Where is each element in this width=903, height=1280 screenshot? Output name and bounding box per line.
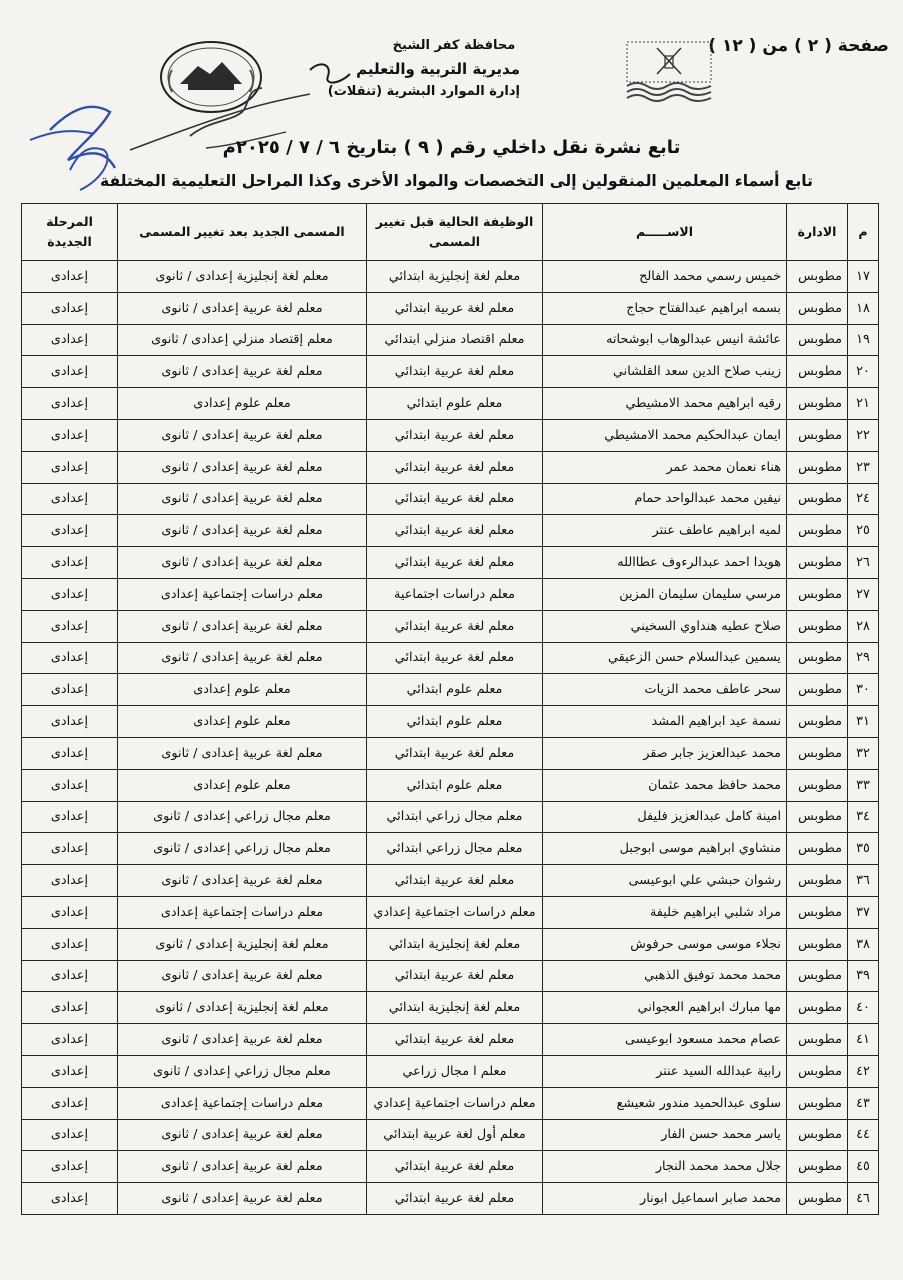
col-header-current-job: الوظيفة الحالية قبل تغيير المسمى: [367, 204, 543, 261]
table-row: [22, 356, 879, 388]
table-row: [22, 1183, 879, 1215]
row-new-title: معلم مجال زراعي إعدادى / ثانوى: [118, 833, 367, 865]
row-new-stage: إعدادى: [22, 928, 118, 960]
row-name: جلال محمد محمد النجار: [543, 1151, 787, 1183]
row-number: ٤١: [848, 1024, 879, 1056]
table-row: [22, 896, 879, 928]
row-administration: مطوبس: [787, 642, 848, 674]
row-current-job: معلم علوم ابتدائي: [367, 706, 543, 738]
row-name: مرسي سليمان سليمان المزين: [543, 578, 787, 610]
table-row: [22, 1087, 879, 1119]
row-administration: مطوبس: [787, 292, 848, 324]
col-header-new-title: المسمى الجديد بعد تغيير المسمى: [118, 204, 367, 261]
row-administration: مطوبس: [787, 674, 848, 706]
table-row: [22, 1024, 879, 1056]
page-number: صفحة ( ٢ ) من ( ١٢ ): [708, 36, 889, 56]
row-number: ٣٠: [848, 674, 879, 706]
row-name: رشوان حبشي علي ابوعيسى: [543, 865, 787, 897]
row-administration: مطوبس: [787, 388, 848, 420]
row-new-stage: إعدادى: [22, 1151, 118, 1183]
ministry-header: [327, 35, 520, 103]
row-administration: مطوبس: [787, 1024, 848, 1056]
row-name: رابية عبدالله السيد عنتر: [543, 1055, 787, 1087]
table-row: [22, 1151, 879, 1183]
row-current-job: معلم مجال زراعي ابتدائي: [367, 833, 543, 865]
row-name: محمد عبدالعزيز جابر صقر: [543, 737, 787, 769]
row-new-stage: إعدادى: [22, 610, 118, 642]
row-new-stage: إعدادى: [22, 419, 118, 451]
table-row: [22, 388, 879, 420]
row-number: ٣٨: [848, 928, 879, 960]
governorate-name: محافظة كفر الشيخ: [392, 38, 516, 53]
col-header-name: الاســـــم: [543, 204, 787, 261]
col-header-no: م: [848, 204, 879, 261]
row-name: لميه ابراهيم عاطف عنتر: [543, 515, 787, 547]
row-current-job: معلم لغة عربية ابتدائي: [367, 865, 543, 897]
row-new-stage: إعدادى: [22, 515, 118, 547]
row-new-stage: إعدادى: [22, 674, 118, 706]
row-current-job: معلم علوم ابتدائي: [367, 769, 543, 801]
table-row: [22, 419, 879, 451]
ministry-emblem-icon: [621, 40, 717, 104]
row-new-stage: إعدادى: [22, 451, 118, 483]
row-new-title: معلم مجال زراعي إعدادى / ثانوى: [118, 1055, 367, 1087]
directorate-name: مديرية التربية والتعليم: [356, 60, 520, 78]
row-number: ٢٢: [848, 419, 879, 451]
row-administration: مطوبس: [787, 1087, 848, 1119]
row-name: رقيه ابراهيم محمد الامشيطي: [543, 388, 787, 420]
table-row: [22, 515, 879, 547]
row-number: ٤٣: [848, 1087, 879, 1119]
bulletin-subtitle: تابع أسماء المعلمين المنقولين إلى التخصصات والمواد الأخرى وكذا المراحل التعليمية المختلفة: [100, 172, 813, 190]
row-current-job: معلم لغة عربية ابتدائي: [367, 1151, 543, 1183]
row-name: سلوى عبدالحميد مندور شعيشع: [543, 1087, 787, 1119]
row-new-stage: إعدادى: [22, 261, 118, 293]
row-name: محمد حافظ محمد عثمان: [543, 769, 787, 801]
row-new-title: معلم لغة عربية إعدادى / ثانوى: [118, 610, 367, 642]
row-name: محمد صابر اسماعيل ابونار: [543, 1183, 787, 1215]
row-administration: مطوبس: [787, 578, 848, 610]
row-new-title: معلم علوم إعدادى: [118, 706, 367, 738]
table-row: [22, 992, 879, 1024]
row-name: يسمين عبدالسلام حسن الزعيقي: [543, 642, 787, 674]
row-administration: مطوبس: [787, 706, 848, 738]
row-current-job: معلم لغة عربية ابتدائي: [367, 737, 543, 769]
transfer-table: [21, 203, 879, 1215]
row-administration: مطوبس: [787, 801, 848, 833]
row-administration: مطوبس: [787, 865, 848, 897]
row-name: نيفين محمد عبدالواحد حمام: [543, 483, 787, 515]
row-number: ٢٦: [848, 547, 879, 579]
row-new-title: معلم لغة عربية إعدادى / ثانوى: [118, 1183, 367, 1215]
row-new-stage: إعدادى: [22, 292, 118, 324]
row-administration: مطوبس: [787, 1119, 848, 1151]
row-current-job: معلم علوم ابتدائي: [367, 674, 543, 706]
row-administration: مطوبس: [787, 483, 848, 515]
row-name: منشاوي ابراهيم موسى ابوجبل: [543, 833, 787, 865]
row-new-title: معلم لغة عربية إعدادى / ثانوى: [118, 1151, 367, 1183]
row-number: ١٧: [848, 261, 879, 293]
row-administration: مطوبس: [787, 356, 848, 388]
row-new-title: معلم لغة عربية إعدادى / ثانوى: [118, 737, 367, 769]
row-number: ٣٧: [848, 896, 879, 928]
row-new-title: معلم لغة عربية إعدادى / ثانوى: [118, 483, 367, 515]
row-new-title: معلم لغة عربية إعدادى / ثانوى: [118, 292, 367, 324]
table-row: [22, 960, 879, 992]
row-current-job: معلم دراسات اجتماعية إعدادي: [367, 1087, 543, 1119]
row-name: عصام محمد مسعود ابوعيسى: [543, 1024, 787, 1056]
row-current-job: معلم لغة عربية ابتدائي: [367, 356, 543, 388]
row-administration: مطوبس: [787, 896, 848, 928]
row-number: ٤٤: [848, 1119, 879, 1151]
row-new-stage: إعدادى: [22, 896, 118, 928]
row-administration: مطوبس: [787, 737, 848, 769]
row-number: ٣٢: [848, 737, 879, 769]
row-current-job: معلم لغة عربية ابتدائي: [367, 1183, 543, 1215]
row-current-job: معلم لغة عربية ابتدائي: [367, 642, 543, 674]
row-new-stage: إعدادى: [22, 865, 118, 897]
row-number: ٣٦: [848, 865, 879, 897]
row-administration: مطوبس: [787, 324, 848, 356]
row-administration: مطوبس: [787, 769, 848, 801]
row-new-stage: إعدادى: [22, 1183, 118, 1215]
row-new-stage: إعدادى: [22, 483, 118, 515]
row-name: ايمان عبدالحكيم محمد الامشيطي: [543, 419, 787, 451]
row-number: ٢٩: [848, 642, 879, 674]
row-new-title: معلم علوم إعدادى: [118, 769, 367, 801]
row-administration: مطوبس: [787, 928, 848, 960]
row-new-stage: إعدادى: [22, 737, 118, 769]
row-new-stage: إعدادى: [22, 960, 118, 992]
row-current-job: معلم دراسات اجتماعية إعدادي: [367, 896, 543, 928]
row-name: بسمه ابراهيم عبدالفتاح حجاج: [543, 292, 787, 324]
row-name: امينة كامل عبدالعزيز فليفل: [543, 801, 787, 833]
row-current-job: معلم لغة عربية ابتدائي: [367, 610, 543, 642]
row-administration: مطوبس: [787, 261, 848, 293]
table-row: [22, 769, 879, 801]
row-new-stage: إعدادى: [22, 324, 118, 356]
row-number: ٤٢: [848, 1055, 879, 1087]
department-name: إدارة الموارد البشرية (تنقلات): [327, 84, 520, 99]
row-new-title: معلم لغة عربية إعدادى / ثانوى: [118, 865, 367, 897]
row-number: ٣٣: [848, 769, 879, 801]
row-new-title: معلم لغة إنجليزية إعدادى / ثانوى: [118, 261, 367, 293]
row-new-stage: إعدادى: [22, 388, 118, 420]
row-administration: مطوبس: [787, 1055, 848, 1087]
table-row: [22, 642, 879, 674]
row-new-title: معلم لغة إنجليزية إعدادى / ثانوى: [118, 992, 367, 1024]
row-administration: مطوبس: [787, 610, 848, 642]
table-row: [22, 1119, 879, 1151]
row-number: ٢٥: [848, 515, 879, 547]
row-name: سحر عاطف محمد الزيات: [543, 674, 787, 706]
row-administration: مطوبس: [787, 960, 848, 992]
row-new-stage: إعدادى: [22, 706, 118, 738]
row-name: هويدا احمد عبدالرءوف عطاالله: [543, 547, 787, 579]
row-new-title: معلم لغة عربية إعدادى / ثانوى: [118, 1119, 367, 1151]
row-administration: مطوبس: [787, 419, 848, 451]
row-new-stage: إعدادى: [22, 1024, 118, 1056]
table-row: [22, 865, 879, 897]
row-new-title: معلم لغة عربية إعدادى / ثانوى: [118, 515, 367, 547]
row-new-title: معلم إقتصاد منزلي إعدادى / ثانوى: [118, 324, 367, 356]
table-row: [22, 928, 879, 960]
row-number: ٤٠: [848, 992, 879, 1024]
row-name: خميس رسمي محمد الفالح: [543, 261, 787, 293]
row-name: نجلاء موسى موسى حرفوش: [543, 928, 787, 960]
table-row: [22, 578, 879, 610]
table-header-row: [22, 204, 879, 261]
row-number: ٢٣: [848, 451, 879, 483]
row-new-title: معلم علوم إعدادى: [118, 388, 367, 420]
row-current-job: معلم لغة عربية ابتدائي: [367, 451, 543, 483]
row-name: عائشة انيس عبدالوهاب ابوشحاته: [543, 324, 787, 356]
row-new-title: معلم دراسات إجتماعية إعدادى: [118, 578, 367, 610]
row-current-job: معلم لغة عربية ابتدائي: [367, 960, 543, 992]
table-row: [22, 292, 879, 324]
row-new-title: معلم لغة عربية إعدادى / ثانوى: [118, 642, 367, 674]
row-name: صلاح عطيه هنداوي السخيني: [543, 610, 787, 642]
row-number: ٢٤: [848, 483, 879, 515]
row-new-title: معلم مجال زراعي إعدادى / ثانوى: [118, 801, 367, 833]
table-row: [22, 610, 879, 642]
bulletin-title: تابع نشرة نقل داخلي رقم ( ٩ ) بتاريخ ٦ / ٧ / ٢٠٢٥م: [222, 137, 681, 158]
row-new-stage: إعدادى: [22, 642, 118, 674]
row-current-job: معلم أول لغة عربية ابتدائي: [367, 1119, 543, 1151]
row-current-job: معلم لغة عربية ابتدائي: [367, 483, 543, 515]
row-administration: مطوبس: [787, 992, 848, 1024]
row-administration: مطوبس: [787, 1183, 848, 1215]
row-name: هناء نعمان محمد عمر: [543, 451, 787, 483]
row-current-job: معلم لغة عربية ابتدائي: [367, 292, 543, 324]
table-row: [22, 737, 879, 769]
row-new-title: معلم علوم إعدادى: [118, 674, 367, 706]
row-number: ٣١: [848, 706, 879, 738]
table-row: [22, 451, 879, 483]
row-current-job: معلم لغة إنجليزية ابتدائي: [367, 992, 543, 1024]
table-row: [22, 801, 879, 833]
row-current-job: معلم لغة عربية ابتدائي: [367, 1024, 543, 1056]
row-current-job: معلم لغة إنجليزية ابتدائي: [367, 928, 543, 960]
row-new-stage: إعدادى: [22, 801, 118, 833]
row-administration: مطوبس: [787, 547, 848, 579]
row-current-job: معلم لغة عربية ابتدائي: [367, 515, 543, 547]
table-row: [22, 261, 879, 293]
row-name: مها مبارك ابراهيم العجواني: [543, 992, 787, 1024]
row-new-title: معلم لغة عربية إعدادى / ثانوى: [118, 1024, 367, 1056]
row-number: ٤٥: [848, 1151, 879, 1183]
row-name: مراد شلبي ابراهيم خليفة: [543, 896, 787, 928]
row-new-stage: إعدادى: [22, 1087, 118, 1119]
row-new-stage: إعدادى: [22, 356, 118, 388]
row-current-job: معلم ا مجال زراعي: [367, 1055, 543, 1087]
row-name: ياسر محمد حسن الفار: [543, 1119, 787, 1151]
row-new-title: معلم دراسات إجتماعية إعدادى: [118, 1087, 367, 1119]
table-row: [22, 833, 879, 865]
row-name: محمد محمد توفيق الذهبي: [543, 960, 787, 992]
row-current-job: معلم لغة عربية ابتدائي: [367, 547, 543, 579]
row-number: ٣٩: [848, 960, 879, 992]
row-new-title: معلم لغة عربية إعدادى / ثانوى: [118, 451, 367, 483]
row-number: ١٨: [848, 292, 879, 324]
row-current-job: معلم علوم ابتدائي: [367, 388, 543, 420]
row-new-stage: إعدادى: [22, 769, 118, 801]
row-name: زينب صلاح الدين سعد القلشاني: [543, 356, 787, 388]
row-new-stage: إعدادى: [22, 992, 118, 1024]
row-new-stage: إعدادى: [22, 1119, 118, 1151]
row-new-stage: إعدادى: [22, 547, 118, 579]
row-administration: مطوبس: [787, 1151, 848, 1183]
row-number: ٢٠: [848, 356, 879, 388]
col-header-administration: الادارة: [787, 204, 848, 261]
row-current-job: معلم دراسات اجتماعية: [367, 578, 543, 610]
row-current-job: معلم اقتصاد منزلي ابتدائي: [367, 324, 543, 356]
row-number: ٤٦: [848, 1183, 879, 1215]
col-header-new-stage: المرحلة الجديدة: [22, 204, 118, 261]
row-new-title: معلم لغة عربية إعدادى / ثانوى: [118, 419, 367, 451]
row-number: ٢٧: [848, 578, 879, 610]
row-administration: مطوبس: [787, 451, 848, 483]
row-current-job: معلم لغة إنجليزية ابتدائي: [367, 261, 543, 293]
row-number: ٢١: [848, 388, 879, 420]
table-row: [22, 674, 879, 706]
row-new-title: معلم لغة عربية إعدادى / ثانوى: [118, 960, 367, 992]
row-new-title: معلم لغة عربية إعدادى / ثانوى: [118, 547, 367, 579]
row-new-title: معلم لغة عربية إعدادى / ثانوى: [118, 356, 367, 388]
table-row: [22, 1055, 879, 1087]
row-new-title: معلم دراسات إجتماعية إعدادى: [118, 896, 367, 928]
table-row: [22, 706, 879, 738]
row-name: نسمة عيد ابراهيم المشد: [543, 706, 787, 738]
row-number: ٢٨: [848, 610, 879, 642]
row-number: ٣٤: [848, 801, 879, 833]
table-row: [22, 547, 879, 579]
row-number: ٣٥: [848, 833, 879, 865]
row-current-job: معلم مجال زراعي ابتدائي: [367, 801, 543, 833]
row-administration: مطوبس: [787, 833, 848, 865]
row-current-job: معلم لغة عربية ابتدائي: [367, 419, 543, 451]
row-administration: مطوبس: [787, 515, 848, 547]
table-row: [22, 483, 879, 515]
row-new-title: معلم لغة إنجليزية إعدادى / ثانوى: [118, 928, 367, 960]
row-new-stage: إعدادى: [22, 578, 118, 610]
row-new-stage: إعدادى: [22, 833, 118, 865]
table-row: [22, 324, 879, 356]
row-new-stage: إعدادى: [22, 1055, 118, 1087]
row-number: ١٩: [848, 324, 879, 356]
